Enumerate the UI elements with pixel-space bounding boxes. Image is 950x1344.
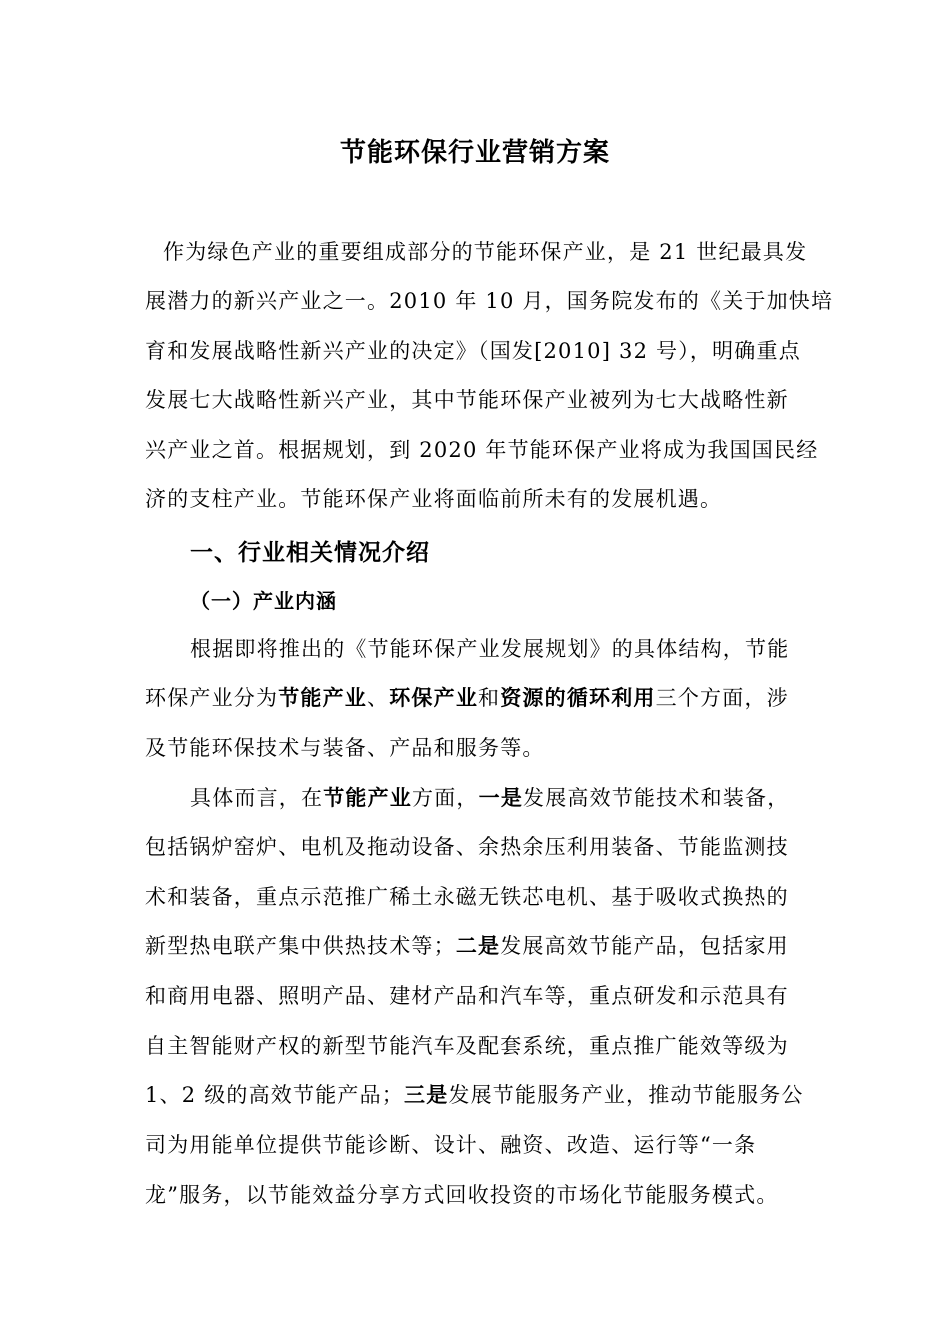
intro-line-2: 展潜力的新兴产业之一。2010 年 10 月，国务院发布的《关于加快培 bbox=[145, 289, 834, 313]
p2-bold-term: 三是 bbox=[404, 1082, 449, 1107]
p2-text: 方面， bbox=[412, 786, 479, 810]
p2-text: 具体而言，在 bbox=[190, 786, 324, 810]
p1-bold-term: 环保产业 bbox=[389, 685, 479, 710]
p1-line-1: 根据即将推出的《节能环保产业发展规划》的具体结构，节能 bbox=[190, 637, 790, 661]
p2-line-7 bbox=[145, 1080, 810, 1110]
p2-text: 发展高效节能技术和装备， bbox=[523, 786, 790, 810]
p1-text: 、 bbox=[367, 686, 390, 710]
section-heading: 一、行业相关情况介绍 bbox=[190, 540, 430, 566]
p1-text: 和 bbox=[478, 686, 501, 710]
p1-text: 环保产业分为 bbox=[145, 686, 279, 710]
p1-bold-term: 节能产业 bbox=[278, 685, 368, 710]
p1-line-3: 及节能环保技术与装备、产品和服务等。 bbox=[145, 736, 545, 760]
intro-line-4: 发展七大战略性新兴产业，其中节能环保产业被列为七大战略性新 bbox=[145, 388, 789, 412]
p2-text: 1、2 级的高效节能产品； bbox=[145, 1083, 404, 1107]
p2-line-4 bbox=[145, 931, 810, 961]
intro-line-1: 作为绿色产业的重要组成部分的节能环保产业，是 21 世纪最具发 bbox=[163, 240, 808, 264]
intro-line-3: 育和发展战略性新兴产业的决定》（国发[2010] 32 号），明确重点 bbox=[145, 339, 801, 363]
p2-bold-term: 二是 bbox=[455, 933, 501, 958]
p1-bold-term: 资源的循环利用 bbox=[500, 685, 656, 710]
intro-line-5: 兴产业之首。根据规划，到 2020 年节能环保产业将成为我国国民经 bbox=[145, 438, 819, 462]
p2-line-5: 和商用电器、照明产品、建材产品和汽车等，重点研发和示范具有 bbox=[145, 984, 789, 1008]
subsection-heading: （一）产业内涵 bbox=[190, 589, 337, 613]
p2-line-8: 司为用能单位提供节能诊断、设计、融资、改造、运行等“一条 bbox=[145, 1133, 757, 1157]
p2-bold-term: 一是 bbox=[478, 785, 524, 810]
p2-line-6: 自主智能财产权的新型节能汽车及配套系统，重点推广能效等级为 bbox=[145, 1034, 789, 1058]
p2-line-3: 术和装备，重点示范推广稀土永磁无铁芯电机、基于吸收式换热的 bbox=[145, 885, 789, 909]
p2-text: 发展高效节能产品，包括家用 bbox=[500, 934, 789, 958]
p1-text: 三个方面，涉 bbox=[655, 686, 789, 710]
p2-text: 发展节能服务产业，推动节能服务公 bbox=[448, 1083, 804, 1107]
document-title: 节能环保行业营销方案 bbox=[339, 138, 610, 168]
p2-line-9: 龙”服务，以节能效益分享方式回收投资的市场化节能服务模式。 bbox=[145, 1183, 779, 1207]
p1-line-2 bbox=[145, 683, 810, 713]
p2-bold-term: 节能产业 bbox=[323, 785, 413, 810]
p2-line-1 bbox=[190, 783, 855, 813]
p2-text: 新型热电联产集中供热技术等； bbox=[145, 934, 456, 958]
intro-line-6: 济的支柱产业。节能环保产业将面临前所未有的发展机遇。 bbox=[145, 487, 723, 511]
p2-line-2: 包括锅炉窑炉、电机及拖动设备、余热余压利用装备、节能监测技 bbox=[145, 835, 789, 859]
